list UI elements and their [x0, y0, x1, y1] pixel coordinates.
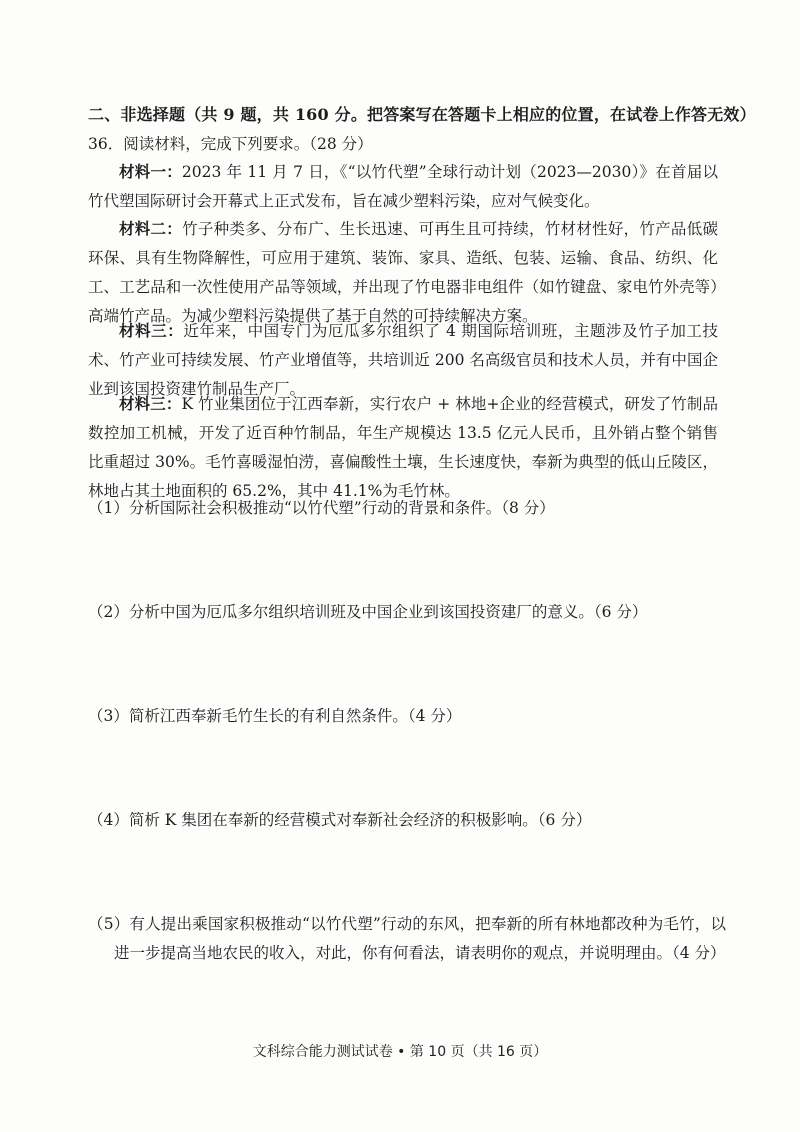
material-4-text: K 竹业集团位于江西奉新，实行农户 + 林地+企业的经营模式，研发了竹制品数控加工机械，开发了近百种竹制品，年生产规模达 13.5 亿元人民币，且外销占整个销售比重超过 30%。毛竹喜暖湿怕涝，喜偏酸性土壤，生长速度快，奉新为典型的低山丘陵区，林地占其土地面积的 65.2%，其中 41.1%为毛竹林。 [88, 395, 718, 500]
subquestion-1: （1）分析国际社会积极推动“以竹代塑”行动的背景和条件。（8 分） [88, 499, 555, 517]
section-header: 二、非选择题（共 9 题，共 160 分。把答案写在答题卡上相应的位置，在试卷上作答无效） [88, 105, 756, 124]
material-1-label: 材料一： [119, 162, 182, 181]
page-footer: 文科综合能力测试试卷 • 第 10 页（共 16 页） [252, 1044, 548, 1060]
material-4 [88, 389, 718, 506]
question-stem: 36．阅读材料，完成下列要求。（28 分） [88, 135, 373, 153]
subquestion-2: （2）分析中国为厄瓜多尔组织培训班及中国企业到该国投资建厂的意义。（6 分） [88, 603, 648, 621]
material-2 [88, 214, 718, 331]
material-3-label: 材料三： [119, 321, 184, 340]
material-4-label: 材料三： [119, 394, 182, 413]
material-1-text: 2023 年 11 月 7 日，《“以竹代塑”全球行动计划（2023—2030）》在首届以竹代塑国际研讨会开幕式上正式发布，旨在减少塑料污染，应对气候变化。 [88, 163, 718, 210]
material-2-label: 材料二： [119, 219, 183, 238]
subquestion-3: （3）简析江西奉新毛竹生长的有利自然条件。（4 分） [88, 707, 462, 725]
material-3-text: 近年来，中国专门为厄瓜多尔组织了 4 期国际培训班，主题涉及竹子加工技术、竹产业可持续发展、竹产业增值等，共培训近 200 名高级官员和技术人员，并有中国企业到该国投资建竹制品生产厂。 [88, 322, 718, 398]
subquestion-5: （5）有人提出乘国家积极推动“以竹代塑”行动的东风，把奉新的所有林地都改种为毛竹，以进一步提高当地农民的收入，对此，你有何看法，请表明你的观点，并说明理由。（4 分） [88, 915, 726, 962]
material-1 [88, 157, 718, 216]
subquestion-4: （4）简析 K 集团在奉新的经营模式对奉新社会经济的积极影响。（6 分） [88, 811, 592, 829]
material-2-text: 竹子种类多、分布广、生长迅速、可再生且可持续，竹材材性好，竹产品低碳环保、具有生物降解性，可应用于建筑、装饰、家具、造纸、包装、运输、食品、纺织、化工、工艺品和一次性使用产品等领域，并出现了竹电器非电组件（如竹键盘、家电竹外壳等）高端竹产品。为减少塑料污染提供了基于自然的可持续解决方案。 [88, 220, 718, 325]
